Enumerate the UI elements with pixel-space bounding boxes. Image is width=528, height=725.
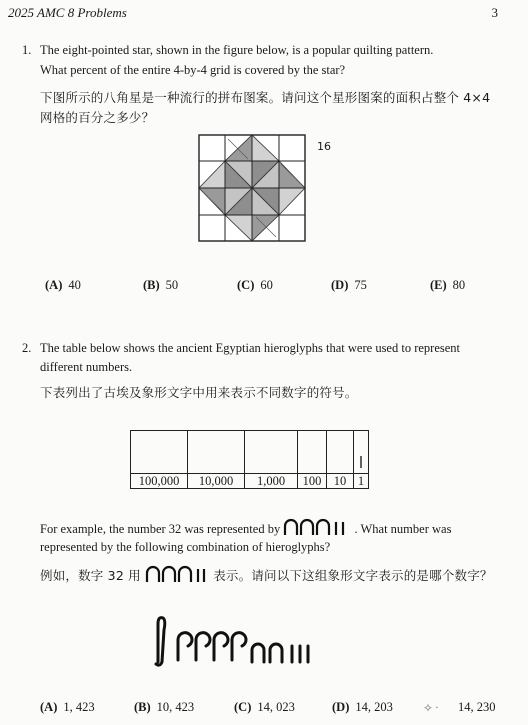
- handwritten-note: 16: [317, 140, 331, 153]
- question-1-text-en-line1: The eight-pointed star, shown in the figure below, is a popular quilting pattern.: [40, 43, 434, 57]
- question-2-number: 2.: [22, 341, 32, 355]
- coil-glyphs: [178, 633, 246, 660]
- value-row: [131, 474, 369, 489]
- table-value-cell: 1,000: [245, 474, 298, 489]
- glyph-cell-100000: [131, 431, 188, 474]
- hieroglyph-table: [130, 430, 369, 489]
- q2-choice-c: (C) 14, 023: [234, 700, 295, 714]
- example-hieroglyph-32-icon: [283, 518, 351, 536]
- example-en-line2: represented by the following combination of hieroglyphs?: [40, 540, 331, 554]
- hieroglyph-combination-figure: [150, 612, 350, 672]
- question-2-text-en-line1: The table below shows the ancient Egyptian hieroglyphs that were used to represent: [40, 341, 461, 355]
- q2-choice-b: (B) 10, 423: [134, 700, 195, 714]
- glyph-cell-100: [298, 431, 327, 474]
- question-2-text-cn-line1: 下表列出了古埃及象形文字中用来表示不同数字的符号。: [40, 385, 358, 400]
- glyph-cell-10000: [188, 431, 245, 474]
- q2-choice-a: (A) 1, 423: [40, 700, 95, 714]
- q1-choice-c: (C) 60: [237, 278, 273, 292]
- q1-choice-a: (A) 40: [45, 278, 81, 292]
- page-number: 3: [491, 5, 498, 20]
- table-value-cell: 10,000: [188, 474, 245, 489]
- hieroglyph-row: [131, 431, 369, 474]
- question-1-text-en-line2: What percent of the entire 4-by-4 grid is covered by the star?: [40, 63, 346, 77]
- table-value-cell: 10: [327, 474, 354, 489]
- question-1-number: 1.: [22, 43, 32, 57]
- table-value-cell: 100,000: [131, 474, 188, 489]
- question-2-text-en-line2: different numbers.: [40, 360, 133, 374]
- finger-glyph-icon: [156, 618, 165, 666]
- example-cn-line: 例如，数字 32 用 表示。请问以下这组象形文字表示的是哪个数字？: [40, 565, 493, 584]
- q2-choice-d: (D) 14, 203: [332, 700, 393, 714]
- page-header-title: 2025 AMC 8 Problems: [8, 5, 127, 20]
- glyph-cell-10: [327, 431, 354, 474]
- q1-choice-d: (D) 75: [331, 278, 367, 292]
- question-1-text-cn-line1: 下图所示的八角星是一种流行的拼布图案。请问这个星形图案的面积占整个 4×4: [40, 90, 491, 105]
- quilt-star-figure: [198, 134, 306, 242]
- heel-glyphs: [252, 644, 282, 662]
- stroke-glyphs: [292, 646, 308, 662]
- example-en-line1: For example, the number 32 was represented by . What number was: [40, 518, 451, 537]
- question-1-text-cn-line2: 网格的百分之多少？: [40, 110, 155, 125]
- q1-choice-e: (E) 80: [430, 278, 466, 292]
- q1-choice-b: (B) 50: [143, 278, 179, 292]
- example-hieroglyph-32-cn-icon: [145, 565, 209, 583]
- stroke-glyph-icon: [358, 455, 364, 469]
- watermark-icon: ⟡ ·: [424, 700, 439, 714]
- table-value-cell: 1: [354, 474, 369, 489]
- glyph-cell-1000: [245, 431, 298, 474]
- table-value-cell: 100: [298, 474, 327, 489]
- q2-choice-e: 14, 230: [458, 700, 496, 714]
- glyph-cell-1: [354, 431, 369, 474]
